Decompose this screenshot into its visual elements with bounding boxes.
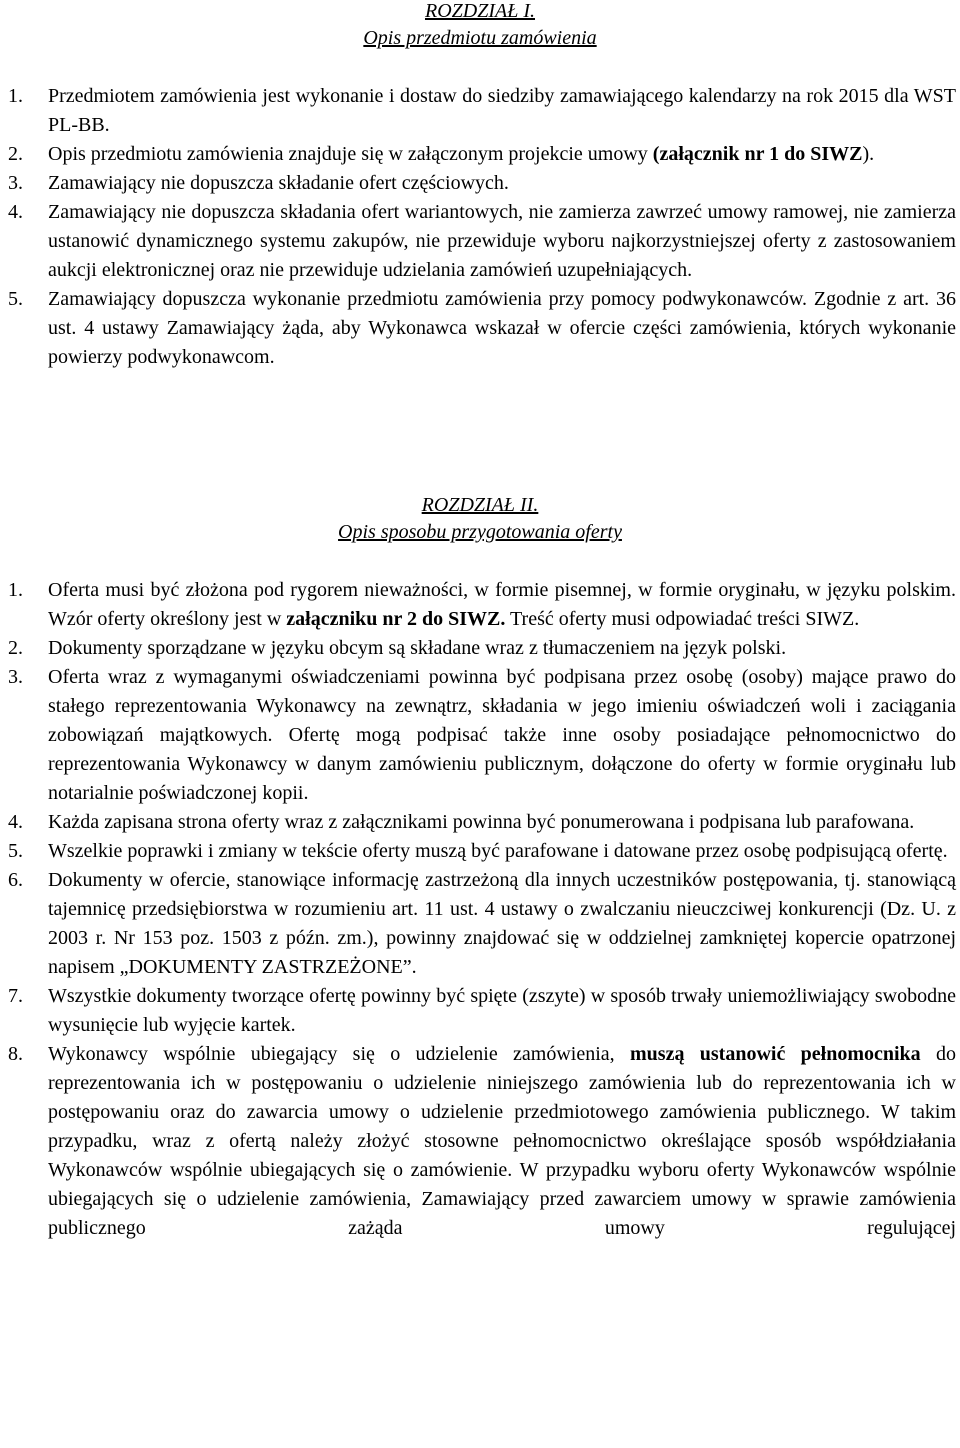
section-1	[0, 0, 960, 372]
item-number: 2.	[8, 637, 23, 659]
item-number: 7.	[8, 985, 23, 1007]
item-text: Wykonawcy wspólnie ubiegający się o udzielenie zamówienia, muszą ustanowić pełnomocnika do reprezentowania ich w postępowaniu o udzielenie niniejszego zamówienia lub do reprezentowania ich w postępowaniu oraz do zawarcia umowy o udzielenie przedmiotowego zamówienia publicznego. W takim przypadku, wraz z ofertą należy złożyć stosowne pełnomocnictwo określające sposób współdziałania Wykonawców wspólnie ubiegających się o zamówienie. W przypadku wyboru oferty Wykonawców wspólnie ubiegających się o udzielenie zamówienia, Zamawiający przed zawarciem umowy w sprawie zamówienia publicznego zażąda umowy regulującej	[48, 1043, 957, 1239]
item-number: 3.	[8, 172, 23, 194]
section-2	[0, 492, 960, 1243]
item-number: 8.	[8, 1043, 23, 1065]
item-number: 5.	[8, 288, 23, 310]
list-item	[0, 982, 960, 1040]
item-text: Zamawiający nie dopuszcza składanie ofert częściowych.	[48, 172, 509, 194]
item-text: Dokumenty sporządzane w języku obcym są składane wraz z tłumaczeniem na język polski.	[48, 637, 787, 659]
item-text: Dokumenty w ofercie, stanowiące informację zastrzeżoną dla innych uczestników postępowania, tj. stanowiącą tajemnicę przedsiębiorstwa w rozumieniu art. 11 ust. 4 ustawy o zwalczaniu nieuczciwej konkurencji (Dz. U. z 2003 r. Nr 153 poz. 1503 z późn. zm.), powinny znajdować się w oddzielnej zamkniętej kopercie opatrzonej napisem „DOKUMENTY ZASTRZEŻONE”.	[48, 869, 956, 978]
item-text: Zamawiający nie dopuszcza składania ofert wariantowych, nie zamierza zawrzeć umowy ramowej, nie zamierza ustanowić dynamicznego systemu zakupów, nie przewiduje wyboru najkorzystniejszej oferty z zastosowaniem aukcji elektronicznej oraz nie przewiduje udzielania zamówień uzupełniających.	[48, 201, 956, 281]
item-text: Każda zapisana strona oferty wraz z załącznikami powinna być ponumerowana i podpisana lub parafowana.	[48, 811, 915, 833]
list-item	[0, 866, 960, 982]
list-item	[0, 169, 960, 198]
item-text: Wszelkie poprawki i zmiany w tekście oferty muszą być parafowane i datowane przez osobę podpisującą ofertę.	[48, 840, 948, 862]
list-item	[0, 634, 960, 663]
list-item	[0, 285, 960, 372]
bold-text: (załącznik nr 1 do SIWZ	[652, 143, 863, 165]
item-number: 3.	[8, 666, 23, 688]
item-number: 1.	[8, 579, 23, 601]
list-item	[0, 198, 960, 285]
chapter-1-title: Opis przedmiotu zamówienia	[363, 27, 597, 49]
list-item	[0, 140, 960, 169]
item-text: Wszystkie dokumenty tworzące ofertę powinny być spięte (zszyte) w sposób trwały uniemożliwiający swobodne wysunięcie lub wyjęcie kartek.	[48, 985, 956, 1036]
item-number: 5.	[8, 840, 23, 862]
item-number: 1.	[8, 85, 23, 107]
list-item	[0, 808, 960, 837]
bold-text: muszą ustanowić pełnomocnika	[630, 1043, 921, 1065]
chapter-2-title: Opis sposobu przygotowania oferty	[338, 521, 622, 543]
section-2-list	[0, 576, 960, 1243]
item-number: 6.	[8, 869, 23, 891]
item-text: Zamawiający dopuszcza wykonanie przedmiotu zamówienia przy pomocy podwykonawców. Zgodnie z art. 36 ust. 4 ustawy Zamawiający żąda, aby Wykonawca wskazał w ofercie części zamówienia, których wykonanie powierzy podwykonawcom.	[48, 288, 956, 368]
list-item	[0, 663, 960, 808]
list-item	[0, 82, 960, 140]
item-number: 4.	[8, 811, 23, 833]
item-text: Oferta wraz z wymaganymi oświadczeniami powinna być podpisana przez osobę (osoby) mające prawo do stałego reprezentowania Wykonawcy na zewnątrz, składania w jego imieniu oświadczeń woli i zaciągania zobowiązań majątkowych. Ofertę mogą podpisać także inne osoby posiadające pełnomocnictwo do reprezentowania Wykonawcy w danym zamówieniu publicznym, dołączone do oferty w formie oryginału lub notarialnie poświadczonej kopii.	[48, 666, 956, 804]
item-text: Oferta musi być złożona pod rygorem nieważności, w formie pisemnej, w formie oryginału, w języku polskim. Wzór oferty określony jest w załączniku nr 2 do SIWZ. Treść oferty musi odpowiadać treści SIWZ.	[48, 579, 956, 630]
item-text: Opis przedmiotu zamówienia znajduje się w załączonym projekcie umowy (załącznik nr 1 do SIWZ).	[48, 143, 875, 165]
bold-text: załączniku nr 2 do SIWZ.	[286, 608, 506, 630]
list-item	[0, 837, 960, 866]
chapter-2-heading: ROZDZIAŁ II.	[421, 494, 539, 516]
chapter-1-heading: ROZDZIAŁ I.	[424, 0, 535, 22]
list-item	[0, 1040, 960, 1243]
item-number: 4.	[8, 201, 23, 223]
list-item	[0, 576, 960, 634]
item-number: 2.	[8, 143, 23, 165]
section-1-list	[0, 82, 960, 372]
item-text: Przedmiotem zamówienia jest wykonanie i dostaw do siedziby zamawiającego kalendarzy na rok 2015 dla WST PL-BB.	[48, 85, 956, 136]
